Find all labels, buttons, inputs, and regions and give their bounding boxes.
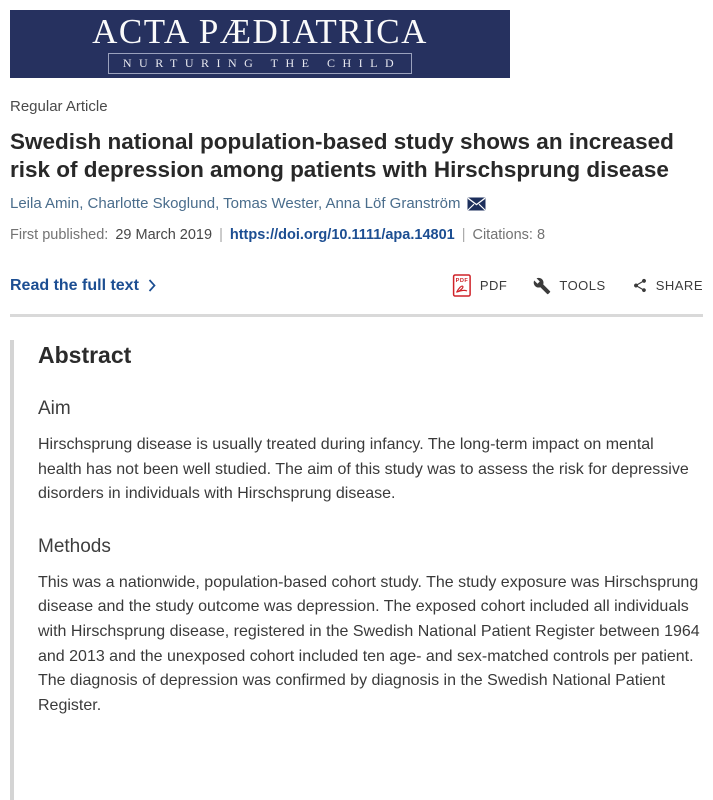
read-full-text-link[interactable] (10, 277, 156, 295)
pdf-button[interactable] (452, 274, 508, 297)
author-links[interactable]: Leila Amin, Charlotte Skoglund, Tomas Wester, Anna Löf Granström (10, 195, 461, 212)
share-label: SHARE (655, 278, 703, 293)
journal-logo-banner[interactable] (10, 10, 510, 78)
methods-heading: Methods (38, 535, 111, 557)
abstract-subsection-methods (38, 536, 703, 719)
article-category: Regular Article (10, 98, 108, 115)
share-icon (632, 277, 648, 294)
svg-text:PDF: PDF (455, 278, 469, 284)
aim-heading: Aim (38, 398, 71, 419)
doi-link[interactable]: https://doi.org/10.1111/apa.14801 (229, 227, 455, 243)
actions-row (10, 274, 703, 297)
abstract-heading: Abstract (38, 342, 132, 368)
section-divider (10, 314, 703, 317)
wrench-icon (533, 277, 551, 295)
envelope-icon[interactable] (467, 197, 486, 211)
separator: | (461, 227, 466, 243)
read-full-text-label: Read the full text (10, 276, 139, 294)
abstract-subsection-aim (38, 398, 703, 507)
aim-text: Hirschsprung disease is usually treated during infancy. The long-term impact on mental health has not been well studied. The aim of this study was to assess the risk for depressive disorders in individuals with Hirschsprung disease. (38, 436, 689, 503)
abstract-section (10, 340, 703, 800)
published-label: First published: (10, 227, 109, 243)
pdf-file-icon (452, 274, 472, 297)
toolbar (452, 274, 703, 297)
journal-tagline: NURTURING THE CHILD (108, 53, 412, 74)
authors-line (10, 195, 703, 212)
tools-button[interactable] (533, 277, 605, 295)
article-title: Swedish national population-based study shows an increased risk of depression among patients with Hirschsprung disease (10, 129, 674, 182)
publication-info (10, 227, 703, 243)
citations-count: Citations: 8 (472, 227, 546, 243)
journal-name: ACTA PÆDIATRICA (92, 12, 428, 51)
separator: | (219, 227, 223, 243)
chevron-right-icon (148, 279, 156, 292)
pdf-label: PDF (479, 278, 508, 293)
tools-label: TOOLS (559, 278, 606, 293)
article-page (0, 10, 713, 746)
published-date: 29 March 2019 (115, 227, 213, 243)
share-button[interactable] (632, 277, 703, 294)
methods-text: This was a nationwide, population-based cohort study. The study exposure was Hirschsprung disease and the study outcome was depression. The exposed cohort included all individuals with Hirschsprung disease, registered in the Swedish National Patient Register between 1964 and 2013 and the unexposed cohort included ten age- and sex-matched controls per patient. The diagnosis of depression was confirmed by diagnosis in the Swedish National Patient Register. (38, 573, 700, 714)
